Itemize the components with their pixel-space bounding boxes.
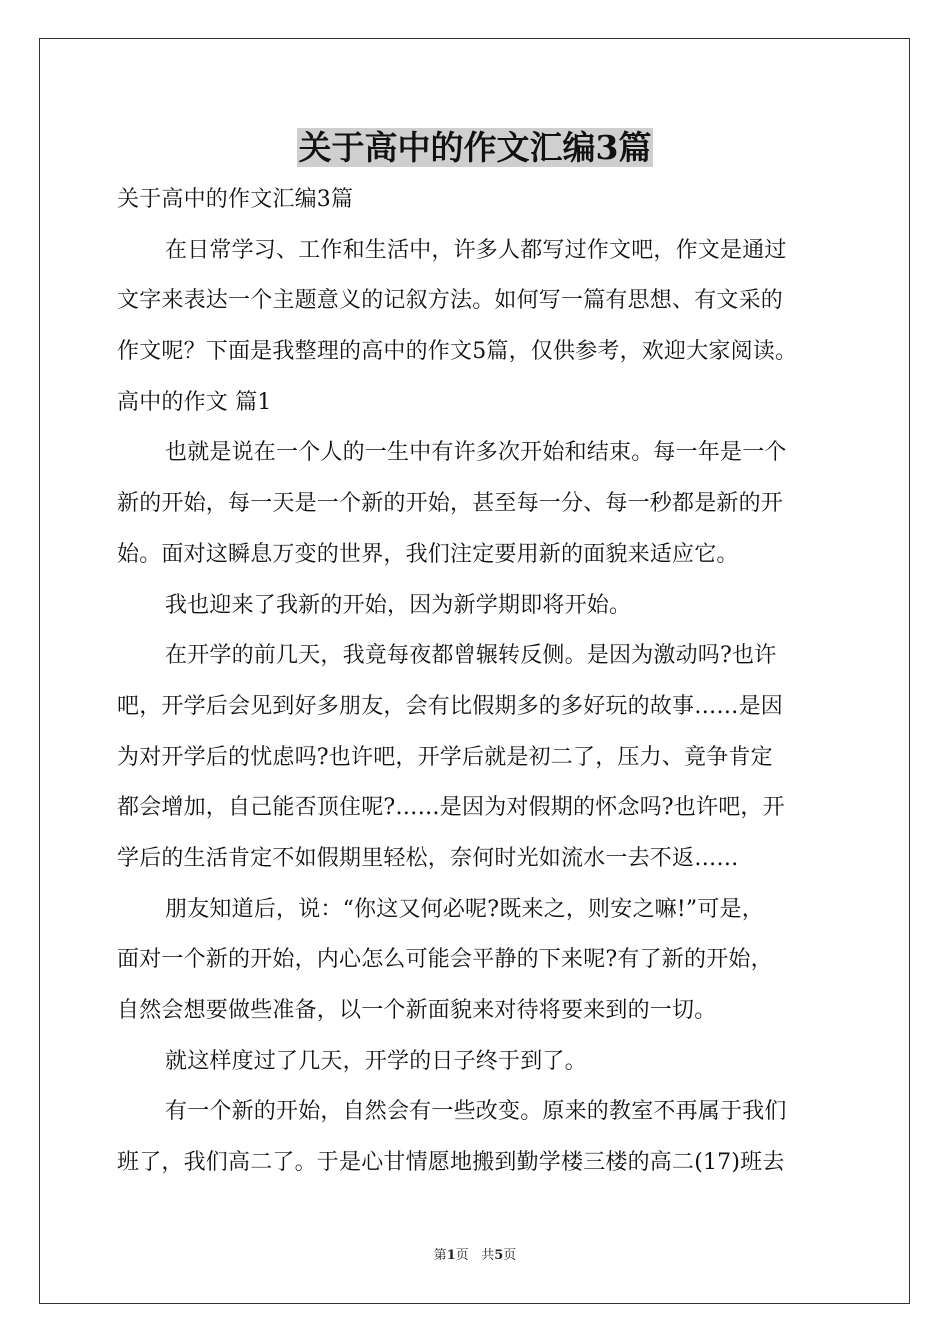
text-line: 学后的生活肯定不如假期里轻松，奈何时光如流水一去不返…… — [117, 845, 739, 871]
text-line: 在开学的前几天，我竟每夜都曾辗转反侧。是因为激动吗?也许 — [165, 643, 777, 669]
text-line: 新的开始，每一天是一个新的开始，甚至每一分、每一秒都是新的开 — [117, 491, 784, 517]
text-line: 朋友知道后，说：“你这又何必呢?既来之，则安之嘛!”可是， — [165, 896, 764, 922]
text-line: 吧，开学后会见到好多朋友，会有比假期多的多好玩的故事……是因 — [117, 693, 784, 719]
document-title-text: 关于高中的作文汇编3篇 — [298, 128, 652, 167]
text-line: 自然会想要做些准备，以一个新面貌来对待将要来到的一切。 — [117, 998, 717, 1023]
text-line: 在日常学习、工作和生活中，许多人都写过作文吧，作文是通过 — [165, 237, 787, 263]
footer-total-suffix: 页 — [503, 1248, 517, 1263]
text-line: 也就是说在一个人的一生中有许多次开始和结束。每一年是一个 — [165, 440, 787, 466]
text-line: 始。面对这瞬息万变的世界，我们注定要用新的面貌来适应它。 — [117, 541, 739, 567]
text-line: 班了，我们高二了。于是心甘情愿地搬到勤学楼三楼的高二(17)班去 — [117, 1150, 785, 1176]
text-line: 关于高中的作文汇编3篇 — [117, 187, 354, 212]
footer-page-suffix: 页 — [455, 1248, 469, 1263]
text-line: 文字来表达一个主题意义的记叙方法。如何写一篇有思想、有文采的 — [117, 288, 784, 314]
text-line: 面对一个新的开始，内心怎么可能会平静的下来呢?有了新的开始， — [117, 947, 773, 973]
text-line: 高中的作文 篇1 — [117, 389, 272, 415]
text-line: 都会增加，自己能否顶住呢?……是因为对假期的怀念吗?也许吧，开 — [117, 795, 785, 821]
text-line: 作文呢？下面是我整理的高中的作文5篇，仅供参考，欢迎大家阅读。 — [117, 339, 798, 365]
text-line: 我也迎来了我新的开始，因为新学期即将开始。 — [165, 592, 632, 618]
text-line: 有一个新的开始，自然会有一些改变。原来的教室不再属于我们 — [165, 1099, 787, 1125]
text-line: 为对开学后的忧虑吗?也许吧，开学后就是初二了，压力、竟争肯定 — [117, 744, 773, 770]
text-line: 就这样度过了几天，开学的日子终于到了。 — [165, 1048, 587, 1074]
footer-total-pages: 5 — [494, 1248, 504, 1263]
document-body — [117, 175, 847, 1189]
footer-page-prefix: 第 — [433, 1248, 447, 1263]
footer-total-prefix: 共 — [481, 1248, 495, 1263]
document-title — [0, 124, 950, 172]
page-footer — [0, 1247, 950, 1265]
footer-page-number: 1 — [446, 1248, 456, 1263]
